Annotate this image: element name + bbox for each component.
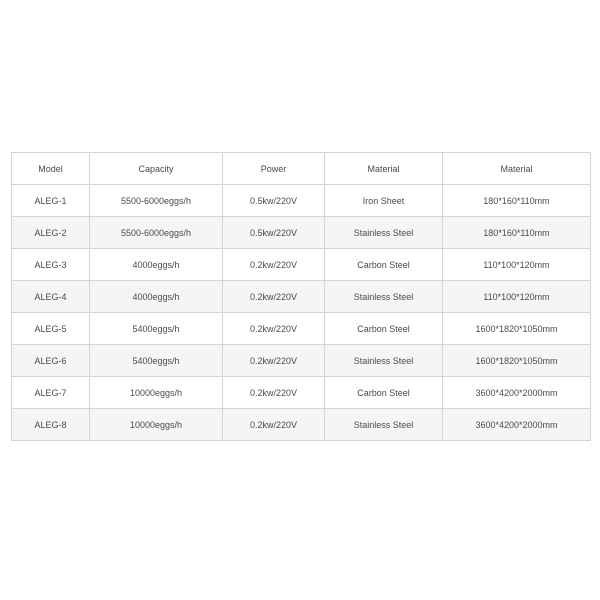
- cell-dimensions: 180*160*110mm: [443, 185, 591, 217]
- cell-dimensions: 110*100*120mm: [443, 281, 591, 313]
- cell-capacity: 5400eggs/h: [90, 345, 223, 377]
- header-material-size: Material: [443, 153, 591, 185]
- cell-model: ALEG-3: [12, 249, 90, 281]
- cell-capacity: 5400eggs/h: [90, 313, 223, 345]
- table-row: [12, 217, 591, 249]
- table-header-row: [12, 153, 591, 185]
- cell-model: ALEG-8: [12, 409, 90, 441]
- cell-power: 0.2kw/220V: [223, 281, 325, 313]
- header-material: Material: [325, 153, 443, 185]
- table-row: [12, 249, 591, 281]
- cell-material: Carbon Steel: [325, 249, 443, 281]
- cell-capacity: 5500-6000eggs/h: [90, 217, 223, 249]
- cell-power: 0.5kw/220V: [223, 217, 325, 249]
- cell-model: ALEG-6: [12, 345, 90, 377]
- cell-power: 0.2kw/220V: [223, 345, 325, 377]
- table-row: [12, 345, 591, 377]
- cell-material: Carbon Steel: [325, 313, 443, 345]
- cell-capacity: 10000eggs/h: [90, 409, 223, 441]
- cell-dimensions: 1600*1820*1050mm: [443, 345, 591, 377]
- spec-table: [11, 152, 591, 441]
- cell-material: Stainless Steel: [325, 345, 443, 377]
- cell-model: ALEG-7: [12, 377, 90, 409]
- cell-material: Stainless Steel: [325, 409, 443, 441]
- cell-model: ALEG-2: [12, 217, 90, 249]
- cell-model: ALEG-5: [12, 313, 90, 345]
- cell-capacity: 4000eggs/h: [90, 249, 223, 281]
- table-row: [12, 185, 591, 217]
- cell-model: ALEG-1: [12, 185, 90, 217]
- cell-dimensions: 1600*1820*1050mm: [443, 313, 591, 345]
- cell-dimensions: 3600*4200*2000mm: [443, 409, 591, 441]
- cell-material: Carbon Steel: [325, 377, 443, 409]
- header-capacity: Capacity: [90, 153, 223, 185]
- cell-dimensions: 110*100*120mm: [443, 249, 591, 281]
- cell-capacity: 4000eggs/h: [90, 281, 223, 313]
- header-power: Power: [223, 153, 325, 185]
- cell-power: 0.5kw/220V: [223, 185, 325, 217]
- cell-dimensions: 3600*4200*2000mm: [443, 377, 591, 409]
- cell-power: 0.2kw/220V: [223, 409, 325, 441]
- cell-material: Stainless Steel: [325, 281, 443, 313]
- cell-capacity: 5500-6000eggs/h: [90, 185, 223, 217]
- cell-capacity: 10000eggs/h: [90, 377, 223, 409]
- header-model: Model: [12, 153, 90, 185]
- cell-model: ALEG-4: [12, 281, 90, 313]
- table-row: [12, 409, 591, 441]
- table-row: [12, 281, 591, 313]
- cell-power: 0.2kw/220V: [223, 249, 325, 281]
- table-row: [12, 313, 591, 345]
- cell-power: 0.2kw/220V: [223, 377, 325, 409]
- cell-material: Iron Sheet: [325, 185, 443, 217]
- cell-dimensions: 180*160*110mm: [443, 217, 591, 249]
- cell-material: Stainless Steel: [325, 217, 443, 249]
- cell-power: 0.2kw/220V: [223, 313, 325, 345]
- table-row: [12, 377, 591, 409]
